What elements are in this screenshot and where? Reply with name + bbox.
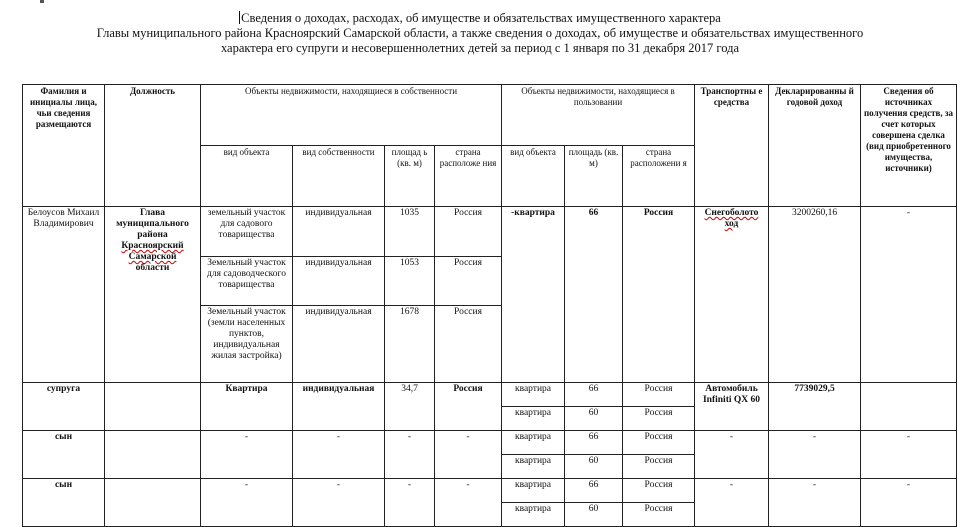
own-kind: индивидуальная — [293, 207, 385, 257]
title-line-1: Сведения о доходах, расходах, об имуществе и обязательствах имущественного характера — [241, 11, 721, 25]
own-kind: - — [293, 431, 385, 479]
table-row — [23, 207, 957, 257]
own-country: - — [435, 479, 502, 527]
person-name: Белоусов Михаил Владимирович — [23, 207, 105, 383]
scan-artifact — [40, 0, 44, 3]
table-row — [23, 431, 957, 455]
use-type: квартира — [502, 431, 565, 455]
sources: - — [861, 207, 957, 383]
use-country: Россия — [623, 455, 695, 479]
header-used: Объекты недвижимости, находящиеся в пользовании — [502, 85, 695, 146]
spouse-position — [105, 383, 201, 431]
own-country: Россия — [435, 257, 502, 306]
own-area: 34,7 — [385, 383, 435, 431]
use-type: -квартира — [502, 207, 565, 383]
header-own-area: площад ь (кв. м) — [385, 146, 435, 207]
use-type: квартира — [502, 407, 565, 431]
own-type: Земельный участок для садоводческого товарищества — [201, 257, 293, 306]
own-type: - — [201, 431, 293, 479]
use-type: квартира — [502, 503, 565, 527]
title-line-3: характера его супруги и несовершеннолетних детей за период с 1 января по 31 декабря 2017 года — [220, 41, 740, 55]
header-sources: Сведения об источниках получения средств, за счет которых совершена сделка (вид приобретенного имущества, источники) — [861, 85, 957, 207]
own-kind: индивидуальная — [293, 383, 385, 431]
table-row — [23, 383, 957, 407]
income: 7739029,5 — [769, 383, 861, 431]
own-area: - — [385, 479, 435, 527]
header-use-type: вид объекта — [502, 146, 565, 207]
son-name: сын — [23, 431, 105, 479]
own-country: Россия — [435, 306, 502, 383]
own-type: - — [201, 479, 293, 527]
transport: - — [695, 431, 769, 479]
use-area: 66 — [565, 431, 623, 455]
own-country: Россия — [435, 383, 502, 431]
use-area: 60 — [565, 503, 623, 527]
use-type: квартира — [502, 479, 565, 503]
use-country: Россия — [623, 383, 695, 407]
header-own-type: вид объекта — [201, 146, 293, 207]
sources: - — [861, 431, 957, 479]
header-use-country: страна расположени я — [623, 146, 695, 207]
own-kind: - — [293, 479, 385, 527]
own-area: 1035 — [385, 207, 435, 257]
header-position: Должность — [105, 85, 201, 207]
son-position — [105, 431, 201, 479]
use-area: 66 — [565, 479, 623, 503]
own-country: - — [435, 431, 502, 479]
transport: Автомобиль Infiniti QX 60 — [695, 383, 769, 431]
use-area: 66 — [565, 207, 623, 383]
header-transport: Транспортны е средства — [695, 85, 769, 207]
spellcheck-word: Самарской — [128, 252, 177, 262]
use-country: Россия — [623, 207, 695, 383]
own-type: Земельный участок (земли населенных пунктов, индивидуальная жилая застройка) — [201, 306, 293, 383]
sources — [861, 383, 957, 431]
header-row-1 — [23, 85, 957, 146]
income: 3200260,16 — [769, 207, 861, 383]
son-position — [105, 479, 201, 527]
use-area: 60 — [565, 455, 623, 479]
own-area: - — [385, 431, 435, 479]
transport: Снегоболото ход — [695, 207, 769, 383]
own-country: Россия — [435, 207, 502, 257]
person-position: Глава муниципального района Красноярский Самарской области — [105, 207, 201, 383]
use-country: Россия — [623, 431, 695, 455]
income: - — [769, 479, 861, 527]
header-own-kind: вид собственности — [293, 146, 385, 207]
header-own-country: страна расположе ния — [435, 146, 502, 207]
use-area: 60 — [565, 407, 623, 431]
spouse-name: супруга — [23, 383, 105, 431]
use-country: Россия — [623, 503, 695, 527]
table-row — [23, 479, 957, 503]
use-type: квартира — [502, 455, 565, 479]
own-area: 1053 — [385, 257, 435, 306]
son-name: сын — [23, 479, 105, 527]
transport: - — [695, 479, 769, 527]
spellcheck-word: Красноярский — [121, 241, 184, 251]
use-type: квартира — [502, 383, 565, 407]
header-use-area: площадь (кв. м) — [565, 146, 623, 207]
sources: - — [861, 479, 957, 527]
document-title — [0, 11, 960, 56]
header-owned: Объекты недвижимости, находящиеся в собственности — [201, 85, 502, 146]
own-type: Квартира — [201, 383, 293, 431]
use-country: Россия — [623, 479, 695, 503]
header-income: Декларированны й годовой доход — [769, 85, 861, 207]
income: - — [769, 431, 861, 479]
own-area: 1678 — [385, 306, 435, 383]
declaration-table — [22, 84, 957, 527]
use-country: Россия — [623, 407, 695, 431]
own-type: земельный участок для садового товарищества — [201, 207, 293, 257]
use-area: 66 — [565, 383, 623, 407]
title-line-2: Главы муниципального района Красноярский Самарской области, а также сведения о доходах, об имуществе и обязательствах имущественного — [96, 26, 864, 40]
own-kind: индивидуальная — [293, 257, 385, 306]
own-kind: индивидуальная — [293, 306, 385, 383]
header-name: Фамилия и инициалы лица, чьи сведения размещаются — [23, 85, 105, 207]
